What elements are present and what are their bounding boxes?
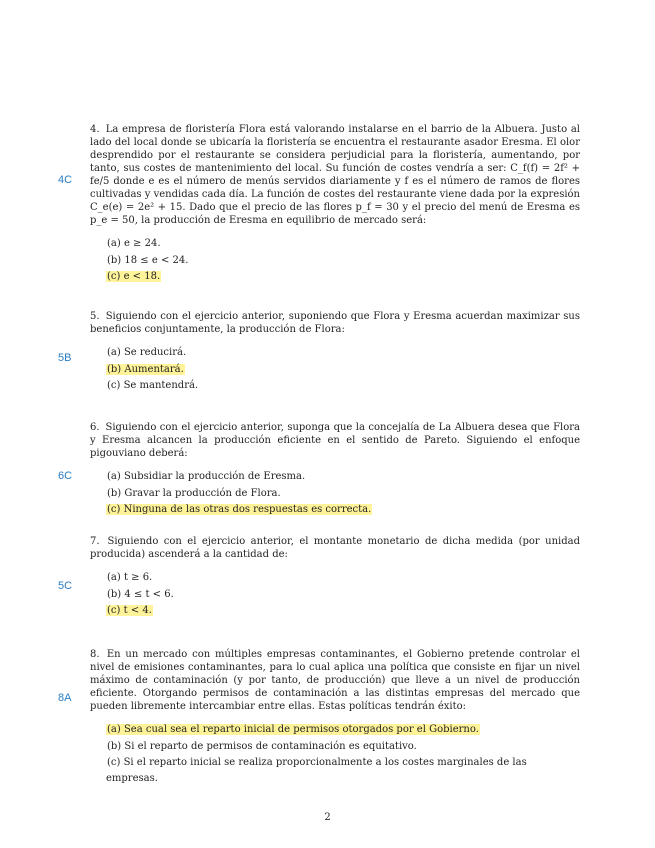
option-b[interactable]: (b) Gravar la producción de Flora. [107, 487, 281, 499]
options-list [106, 236, 580, 286]
answer-label-q7: 5C [58, 580, 73, 592]
question-statement: En un mercado con múltiples empresas contaminantes, el Gobierno pretende controlar el nivel de emisiones contaminantes, para lo cual aplica una política que consiste en fijar un nivel máximo de contaminación (y por tanto, de producción) que lleve a un nivel de producción eficiente. Otorgando permisos de contaminación a las distintas empresas del mercado que pueden libremente intercambiar entre ellas. Estas políticas tendrán éxito: [90, 649, 580, 712]
option-b[interactable]: (b) 18 ≤ e < 24. [107, 254, 189, 266]
question-number: 8. [90, 649, 100, 660]
answer-label-q6: 6C [58, 470, 73, 482]
option-a[interactable]: (a) Se reducirá. [107, 347, 187, 358]
option-c[interactable]: (c) Ninguna de las otras dos respuestas es correcta. [107, 504, 372, 515]
question-statement: Siguiendo con el ejercicio anterior, suponga que la concejalía de La Albuera desea que Flora y Eresma alcancen la producción eficiente en el sentido de Pareto. Siguiendo el enfoque pigouviano deberá: [90, 422, 580, 459]
option-a[interactable]: (a) Subsidiar la producción de Eresma. [107, 471, 306, 482]
question-statement: Siguiendo con el ejercicio anterior, suponiendo que Flora y Eresma acuerdan maximizar sus beneficios conjuntamente, la producción de Flora: [90, 311, 580, 335]
option-a[interactable]: (a) t ≥ 6. [107, 572, 153, 583]
question-6-text [90, 421, 580, 460]
option-c[interactable]: (c) Se mantendrá. [107, 380, 199, 391]
question-statement: La empresa de floristería Flora está valorando instalarse en el barrio de la Albuera. Justo al lado del local donde se ubicaría la floristería se encuentra el restaurante asador Eresma. El olor desprendido por el restaurante se considera perjudicial para la floristería, aumentando, por tanto, sus costes de mantenimiento del local. Su función de costes vendría a ser: C_f(f) = 2f² + fe/5 donde e es el número de menús servidos diariamente y f es el número de ramos de flores cultivadas y vendidas cada día. La función de costes del restaurante viene dada por la expresión C_e(e) = 2e² + 15. Dado que el precio de las flores p_f = 30 y el precio del menú de Eresma es p_e = 50, la producción de Eresma en equilibrio de mercado será: [90, 124, 580, 226]
question-number: 5. [90, 311, 100, 322]
question-5 [90, 310, 580, 395]
option-b[interactable]: (b) 4 ≤ t < 6. [107, 588, 174, 600]
option-b[interactable]: (b) Si el reparto de permisos de contaminación es equitativo. [107, 740, 417, 752]
question-number: 6. [90, 422, 100, 433]
question-statement: Siguiendo con el ejercicio anterior, el montante monetario de dicha medida (por unidad producida) ascenderá a la cantidad de: [90, 536, 581, 560]
question-7 [90, 535, 580, 620]
question-4-text [90, 123, 580, 227]
question-4 [90, 123, 580, 286]
question-5-text [90, 310, 580, 336]
question-7-text [90, 535, 580, 561]
page-number: 2 [324, 812, 331, 823]
option-c[interactable]: (c) Si el reparto inicial se realiza proporcionalmente a los costes marginales de las empresas. [106, 757, 527, 784]
question-number: 4. [90, 124, 100, 135]
question-6 [90, 421, 580, 519]
option-b[interactable]: (b) Aumentará. [107, 363, 184, 375]
question-8-text [90, 648, 580, 713]
options-list [106, 570, 580, 620]
options-list [106, 722, 580, 784]
question-number: 7. [90, 536, 100, 547]
option-c[interactable]: (c) t < 4. [107, 605, 152, 616]
answer-label-q5: 5B [58, 352, 72, 364]
answer-label-q4: 4C [58, 174, 73, 186]
option-c[interactable]: (c) e < 18. [107, 271, 161, 282]
options-list [106, 345, 580, 395]
options-list [106, 469, 580, 519]
answer-label-q8: 8A [58, 692, 72, 704]
option-a[interactable]: (a) Sea cual sea el reparto inicial de permisos otorgados por el Gobierno. [107, 724, 479, 735]
option-a[interactable]: (a) e ≥ 24. [107, 238, 161, 249]
question-8 [90, 648, 580, 784]
